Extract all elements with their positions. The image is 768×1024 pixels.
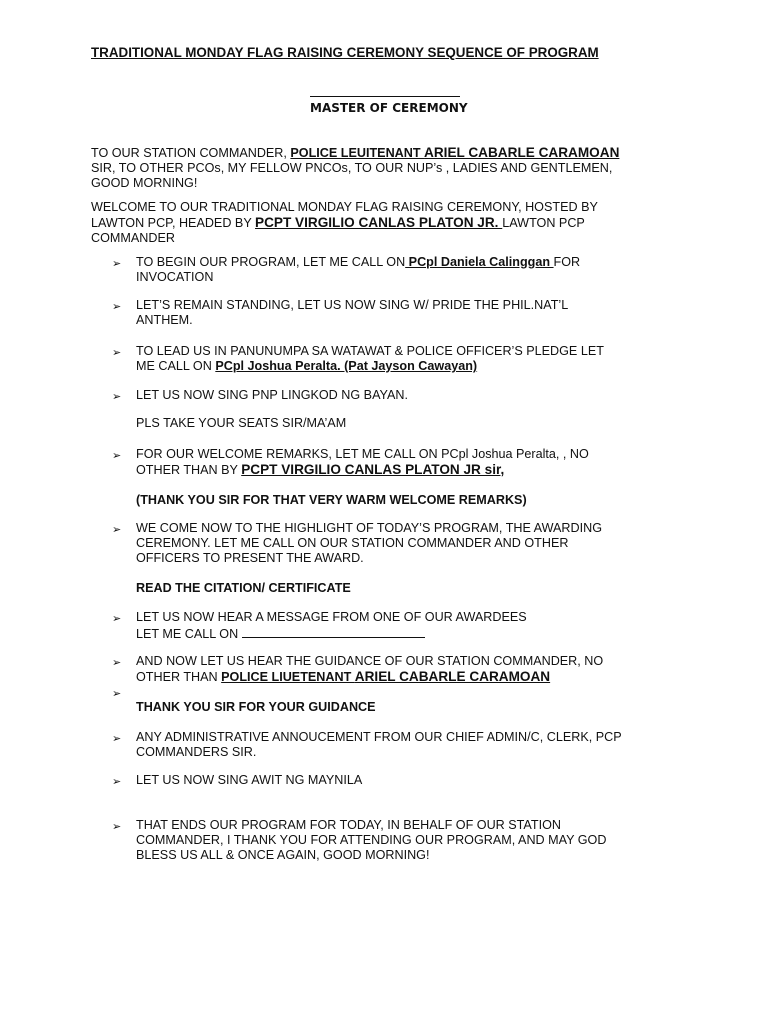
guidance-name-big: ARIEL CABARLE CARAMOAN — [354, 669, 551, 684]
bullet-icon: ➢ — [112, 612, 122, 625]
bullet-icon: ➢ — [112, 523, 122, 536]
citation-note: READ THE CITATION/ CERTIFICATE — [136, 581, 351, 595]
greeting-pre: TO OUR STATION COMMANDER, — [91, 146, 291, 160]
invocation-post: FOR — [553, 255, 581, 269]
pledge-pre2: ME CALL ON — [136, 359, 216, 373]
thank-welcome-note: (THANK YOU SIR FOR THAT VERY WARM WELCOME REMARKS) — [136, 493, 527, 507]
awardee-pre2: LET ME CALL ON — [136, 627, 242, 641]
bullet-icon: ➢ — [112, 257, 122, 270]
item-lingkod — [136, 388, 696, 403]
item-awit — [136, 773, 696, 788]
item-welcome-remarks — [136, 447, 696, 478]
item-invocation — [136, 255, 696, 285]
greeting-name-small: POLICE LEUITENANT — [290, 146, 425, 160]
greeting-paragraph — [91, 145, 691, 191]
guidance-line1: AND NOW LET US HEAR THE GUIDANCE OF OUR STATION COMMANDER, NO — [136, 654, 604, 668]
seats-note: PLS TAKE YOUR SEATS SIR/MA’AM — [136, 416, 347, 430]
awit-line1: LET US NOW SING AWIT NG MAYNILA — [136, 773, 363, 787]
closing-line3: BLESS US ALL & ONCE AGAIN, GOOD MORNING! — [136, 848, 430, 862]
item-awardee — [136, 610, 696, 642]
thank-guidance-note: THANK YOU SIR FOR YOUR GUIDANCE — [136, 700, 376, 714]
closing-line2: COMMANDER, I THANK YOU FOR ATTENDING OUR PROGRAM, AND MAY GOD — [136, 833, 607, 847]
welcome-remarks-line1: FOR OUR WELCOME REMARKS, LET ME CALL ON PCpl Joshua Peralta, , NO — [136, 447, 589, 461]
item-closing — [136, 818, 696, 863]
mc-signature-line — [310, 96, 460, 97]
bullet-icon: ➢ — [112, 346, 122, 359]
document-title: TRADITIONAL MONDAY FLAG RAISING CEREMONY SEQUENCE OF PROGRAM — [91, 45, 599, 60]
welcome-post2: LAWTON PCP — [502, 216, 585, 230]
invocation-pre: TO BEGIN OUR PROGRAM, LET ME CALL ON — [136, 255, 406, 269]
bullet-icon: ➢ — [112, 300, 122, 313]
pledge-line1: TO LEAD US IN PANUNUMPA SA WATAWAT & POLICE OFFICER’S PLEDGE LET — [136, 344, 604, 358]
mc-heading: MASTER OF CEREMONY — [310, 101, 468, 115]
welcome-remarks-pre2: OTHER THAN BY — [136, 463, 242, 477]
item-admin — [136, 730, 696, 760]
greeting-name-big: ARIEL CABARLE CARAMOAN — [424, 145, 620, 160]
admin-line2: COMMANDERS SIR. — [136, 745, 257, 759]
bullet-icon: ➢ — [112, 732, 122, 745]
admin-line1: ANY ADMINISTRATIVE ANNOUCEMENT FROM OUR CHIEF ADMIN/C, CLERK, PCP — [136, 730, 622, 744]
item-awarding — [136, 521, 696, 566]
awarding-line1: WE COME NOW TO THE HIGHLIGHT OF TODAY’S PROGRAM, THE AWARDING — [136, 521, 603, 535]
anthem-line1: LET’S REMAIN STANDING, LET US NOW SING W/ PRIDE THE PHIL.NAT’L — [136, 298, 569, 312]
awardee-line1: LET US NOW HEAR A MESSAGE FROM ONE OF OUR AWARDEES — [136, 610, 527, 624]
lingkod-line1: LET US NOW SING PNP LINGKOD NG BAYAN. — [136, 388, 408, 402]
bullet-icon: ➢ — [112, 449, 122, 462]
welcome-line1: WELCOME TO OUR TRADITIONAL MONDAY FLAG RAISING CEREMONY, HOSTED BY — [91, 200, 598, 214]
invocation-line2: INVOCATION — [136, 270, 214, 284]
anthem-line2: ANTHEM. — [136, 313, 193, 327]
bullet-icon: ➢ — [112, 775, 122, 788]
bullet-icon: ➢ — [112, 390, 122, 403]
welcome-remarks-name: PCPT VIRGILIO CANLAS PLATON JR sir, — [241, 462, 505, 477]
welcome-pre2: LAWTON PCP, HEADED BY — [91, 216, 256, 230]
pledge-name: PCpl Joshua Peralta. (Pat Jayson Cawayan) — [215, 359, 478, 373]
awardee-name-blank[interactable] — [242, 625, 425, 638]
closing-line1: THAT ENDS OUR PROGRAM FOR TODAY, IN BEHALF OF OUR STATION — [136, 818, 561, 832]
item-pledge — [136, 344, 696, 374]
greeting-line2: SIR, TO OTHER PCOs, MY FELLOW PNCOs, TO OUR NUP’s , LADIES AND GENTLEMEN, — [91, 161, 613, 175]
bullet-icon: ➢ — [112, 687, 122, 700]
guidance-name-small: POLICE LIUETENANT — [221, 670, 355, 684]
greeting-line3: GOOD MORNING! — [91, 176, 198, 190]
invocation-name: PCpl Daniela Calinggan — [405, 255, 554, 269]
bullet-icon: ➢ — [112, 820, 122, 833]
awarding-line2: CEREMONY. LET ME CALL ON OUR STATION COMMANDER AND OTHER — [136, 536, 569, 550]
awarding-line3: OFFICERS TO PRESENT THE AWARD. — [136, 551, 364, 565]
item-anthem — [136, 298, 696, 328]
welcome-paragraph — [91, 200, 691, 246]
welcome-host-name: PCPT VIRGILIO CANLAS PLATON JR. — [255, 215, 503, 230]
guidance-pre2: OTHER THAN — [136, 670, 222, 684]
item-guidance — [136, 654, 696, 685]
bullet-icon: ➢ — [112, 656, 122, 669]
welcome-line3: COMMANDER — [91, 231, 175, 245]
